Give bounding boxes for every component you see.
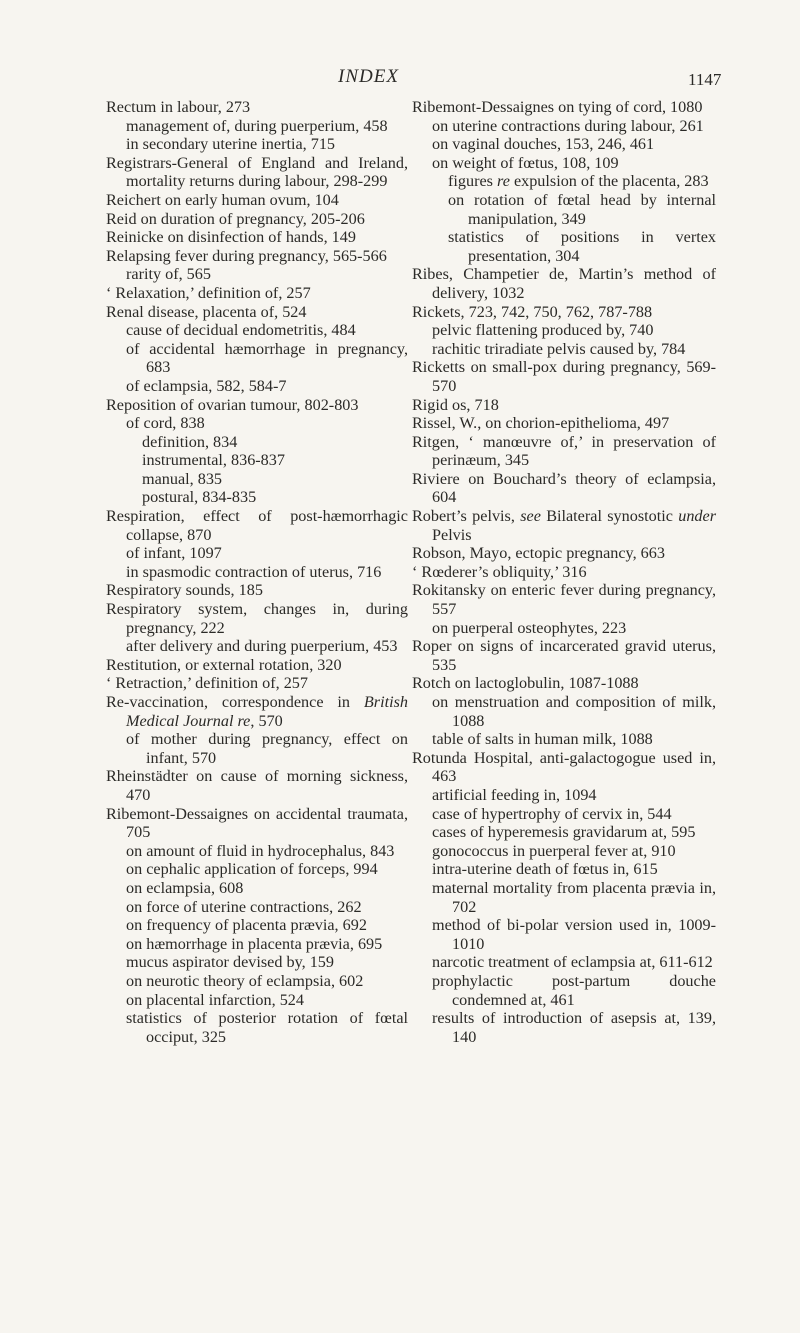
index-subentry: of accidental hæmorrhage in pregnancy, 683 xyxy=(126,339,408,377)
index-subentry: of mother during pregnancy, effect on infant, 570 xyxy=(126,730,408,767)
index-subentry: after delivery and during puerperium, 453 xyxy=(126,637,398,656)
index-entry: Respiratory sounds, 185 xyxy=(106,581,263,600)
index-subentry: on uterine contractions during labour, 261 xyxy=(432,116,704,135)
index-subentry: on hæmorrhage in placenta prævia, 695 xyxy=(126,934,383,953)
index-entry: Restitution, or external rotation, 320 xyxy=(106,655,342,674)
index-entry: Ricketts on small-pox during pregnancy, 569-570 xyxy=(412,358,716,395)
index-entry: Respiratory system, changes in, during pregnancy, 222 xyxy=(106,600,408,637)
index-entry: Rheinstädter on cause of morning sickness, 470 xyxy=(106,767,408,804)
index-subentry: cases of hyperemesis gravidarum at, 595 xyxy=(432,823,696,842)
index-subentry: manual, 835 xyxy=(142,469,223,488)
index-subentry: on vaginal douches, 153, 246, 461 xyxy=(432,135,655,154)
index-subentry: results of introduction of asepsis at, 139, 140 xyxy=(432,1009,716,1046)
index-subentry: gonococcus in puerperal fever at, 910 xyxy=(432,841,676,860)
index-entry: Rigid os, 718 xyxy=(412,395,499,414)
index-subentry: cause of decidual endometritis, 484 xyxy=(126,321,356,340)
index-subentry: narcotic treatment of eclampsia at, 611-612 xyxy=(432,953,713,972)
index-subentry: table of salts in human milk, 1088 xyxy=(432,730,653,749)
index-subentry: on force of uterine contractions, 262 xyxy=(126,897,362,916)
index-entry: Rotch on lactoglobulin, 1087-1088 xyxy=(412,674,639,693)
index-entry: Relapsing fever during pregnancy, 565-566 xyxy=(106,246,387,265)
index-subentry: of eclampsia, 582, 584-7 xyxy=(126,376,287,395)
index-entry: Reid on duration of pregnancy, 205-206 xyxy=(106,209,365,228)
index-subentry: figures re expulsion of the placenta, 283 xyxy=(448,172,709,191)
index-subentry: rachitic triradiate pelvis caused by, 784 xyxy=(432,339,686,358)
index-subentry: of cord, 838 xyxy=(126,414,205,433)
index-subentry: mucus aspirator devised by, 159 xyxy=(126,953,334,972)
index-entry: Ribemont-Dessaignes on tying of cord, 1080 xyxy=(412,98,703,116)
index-subentry: on neurotic theory of eclampsia, 602 xyxy=(126,971,364,990)
index-entry: Rickets, 723, 742, 750, 762, 787-788 xyxy=(412,302,653,321)
index-subentry: on amount of fluid in hydrocephalus, 843 xyxy=(126,841,395,860)
index-entry: Registrars-General of England and Ireland, mortality returns during labour, 298-299 xyxy=(106,153,408,191)
index-subentry: on rotation of fœtal head by internal manipulation, 349 xyxy=(448,190,716,228)
index-entry: Rotunda Hospital, anti-galactogogue used in, 463 xyxy=(412,748,716,786)
index-entry: Rectum in labour, 273 xyxy=(106,98,251,116)
index-entry: Rissel, W., on chorion-epithelioma, 497 xyxy=(412,414,670,433)
index-subentry: maternal mortality from placenta prævia in, 702 xyxy=(432,878,716,916)
index-entry: Reichert on early human ovum, 104 xyxy=(106,190,339,209)
index-entry: Respiration, effect of post-hæmorrhagic collapse, 870 xyxy=(106,507,408,544)
index-entry: Reinicke on disinfection of hands, 149 xyxy=(106,228,356,247)
index-entry: Ribes, Champetier de, Martin’s method of delivery, 1032 xyxy=(412,265,716,302)
index-column-left xyxy=(106,98,408,1046)
index-subentry: definition, 834 xyxy=(142,432,238,451)
running-title: INDEX xyxy=(338,66,399,87)
index-subentry: in spasmodic contraction of uterus, 716 xyxy=(126,562,382,581)
index-column-right xyxy=(412,98,716,1046)
index-entry: Re-vaccination, correspondence in British Medical Journal re, 570 xyxy=(106,693,408,730)
index-subentry: on menstruation and composition of milk, 1088 xyxy=(432,693,716,730)
index-subentry: statistics of posterior rotation of fœtal occiput, 325 xyxy=(126,1009,408,1046)
index-entry: ‘ Relaxation,’ definition of, 257 xyxy=(106,283,311,302)
index-subentry: on eclampsia, 608 xyxy=(126,878,244,897)
index-entry: Robson, Mayo, ectopic pregnancy, 663 xyxy=(412,544,665,563)
index-subentry: management of, during puerperium, 458 xyxy=(126,116,388,135)
page-number: 1147 xyxy=(688,70,722,89)
index-subentry: pelvic flattening produced by, 740 xyxy=(432,321,654,340)
index-entry: ‘ Rœderer’s obliquity,’ 316 xyxy=(412,562,587,581)
index-subentry: of infant, 1097 xyxy=(126,544,222,563)
index-entry: ‘ Retraction,’ definition of, 257 xyxy=(106,674,308,693)
index-entry: Roper on signs of incarcerated gravid uterus, 535 xyxy=(412,637,716,674)
index-subentry: on placental infarction, 524 xyxy=(126,990,304,1009)
index-entry: Riviere on Bouchard’s theory of eclampsia, 604 xyxy=(412,469,716,507)
index-entry: Ritgen, ‘ manœuvre of,’ in preservation of perinæum, 345 xyxy=(412,432,716,470)
index-entry: Robert’s pelvis, see Bilateral synostotic under Pelvis xyxy=(412,507,716,544)
index-subentry: instrumental, 836-837 xyxy=(142,451,285,470)
index-subentry: on cephalic application of forceps, 994 xyxy=(126,860,378,879)
index-subentry: postural, 834-835 xyxy=(142,488,257,507)
index-entry: Rokitansky on enteric fever during pregnancy, 557 xyxy=(412,581,716,619)
index-subentry: case of hypertrophy of cervix in, 544 xyxy=(432,804,672,823)
index-subentry: rarity of, 565 xyxy=(126,265,211,284)
index-subentry: on weight of fœtus, 108, 109 xyxy=(432,153,619,172)
index-subentry: prophylactic post-partum douche condemned at, 461 xyxy=(432,971,716,1009)
index-subentry: intra-uterine death of fœtus in, 615 xyxy=(432,860,658,879)
index-entry: Reposition of ovarian tumour, 802-803 xyxy=(106,395,359,414)
page-header xyxy=(0,66,800,96)
index-entry: Renal disease, placenta of, 524 xyxy=(106,302,307,321)
index-subentry: statistics of positions in vertex presentation, 304 xyxy=(448,228,716,265)
index-subentry: in secondary uterine inertia, 715 xyxy=(126,135,336,154)
index-subentry: on frequency of placenta prævia, 692 xyxy=(126,916,367,935)
index-entry: Ribemont-Dessaignes on accidental traumata, 705 xyxy=(106,804,408,842)
index-subentry: method of bi-polar version used in, 1009-1010 xyxy=(432,916,716,953)
index-subentry: on puerperal osteophytes, 223 xyxy=(432,618,627,637)
index-subentry: artificial feeding in, 1094 xyxy=(432,785,597,804)
